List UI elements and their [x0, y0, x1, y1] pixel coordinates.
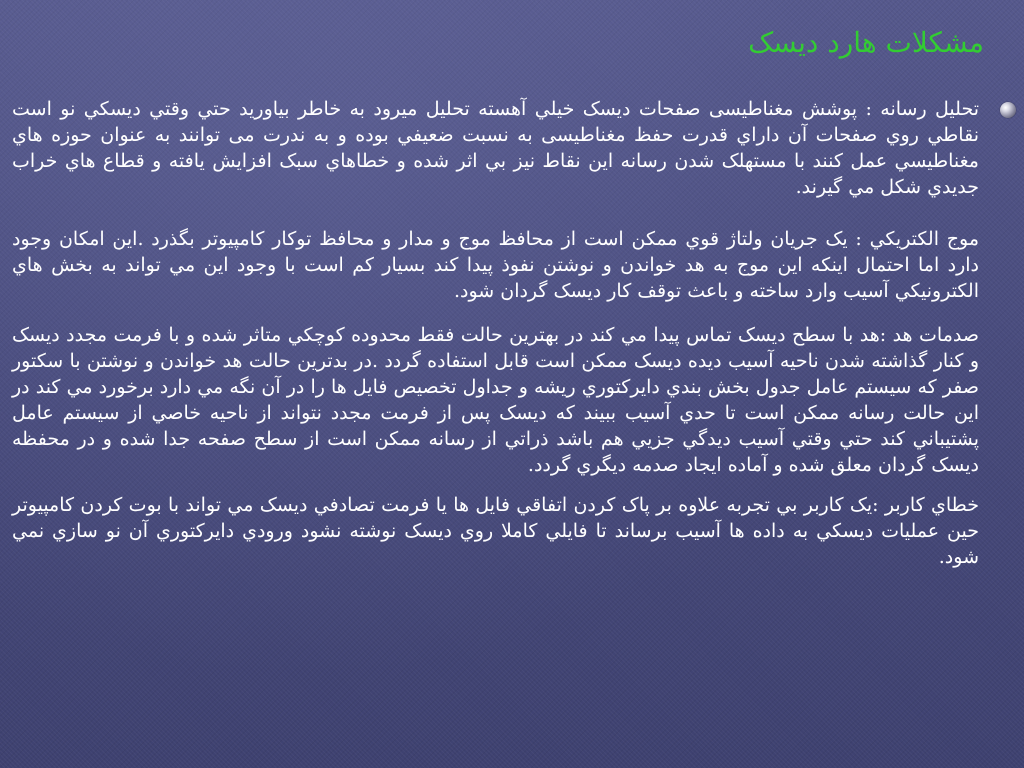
paragraph-user-error: خطاي کاربر :يک کاربر بي تجربه علاوه بر پاک کردن اتفاقي فايل ها يا فرمت تصادفي ديسک مي تواند با بوت کردن کامپيوتر حين عمليات ديسکي به داده ها آسيب برساند تا فايلي کاملا روي ديسک نوشته نشود ورودي دايرکتوري آن نو سازي نمي شود. — [12, 494, 979, 568]
slide-body — [12, 96, 979, 590]
paragraph-head-crash: صدمات هد :هد با سطح ديسک تماس پيدا مي کند در بهترين حالت فقط محدوده کوچکي متاثر شده و با فرمت مجدد ديسک و کنار گذاشته شدن ناحيه آسيب ديده ديسک ممکن است قابل استفاده گردد .در بدترين حالت هد خواندن و نوشتن با سکتور صفر که سيستم عامل جدول بخش بندي دايرکتوري ريشه و جداول تخصيص فايل ها را در آن نگه مي دارد برخورد مي کند در اين حالت رسانه ممکن است تا حدي آسيب ببيند که ديسک پس از فرمت مجدد نتواند از ناحيه خاصي از سيستم عامل پشتيباني کند حتي وقتي آسيب ديدگي جزيي هم باشد ذراتي از رسانه ممکن است از سطح صفحه جدا شده و در محفظه ديسک گردان معلق شده و آماده ايجاد صدمه ديگري گردد. — [12, 324, 980, 476]
paragraph-media-degradation: تحليل رسانه : پوشش مغناطيسی صفحات ديسک خيلي آهسته تحليل ميرود به خاطر بياوريد حتي وقتي ديسکي نو است نقاطي روي صفحات آن داراي قدرت حفظ مغناطيسی به نسبت ضعيفي بوده و به ندرت می توانند به عنوان حوزه هاي مغناطيسي عمل کنند با مستهلک شدن رسانه اين نقاط نيز بي اثر شده و خطاهاي سبک افزايش يافته و قطاع هاي خراب جديدي شکل مي گيرند. — [12, 98, 979, 198]
paragraph-power-surge: موج الکتريکي : يک جريان ولتاژ قوي ممکن است از محافظ موج و مدار و محافظ توکار کامپيوتر بگذرد .اين امکان وجود دارد اما احتمال اينکه اين موج به هد خواندن و نوشتن نفوذ پيدا کند بسيار کم است با وجود اين مي تواند به بخش هاي الکترونيکي آسيب وارد ساخته و باعث توقف کار ديسک گردان شود. — [12, 228, 979, 302]
slide-title: مشکلات هارد ديسک — [748, 26, 984, 59]
sphere-bullet-icon — [1000, 102, 1016, 118]
